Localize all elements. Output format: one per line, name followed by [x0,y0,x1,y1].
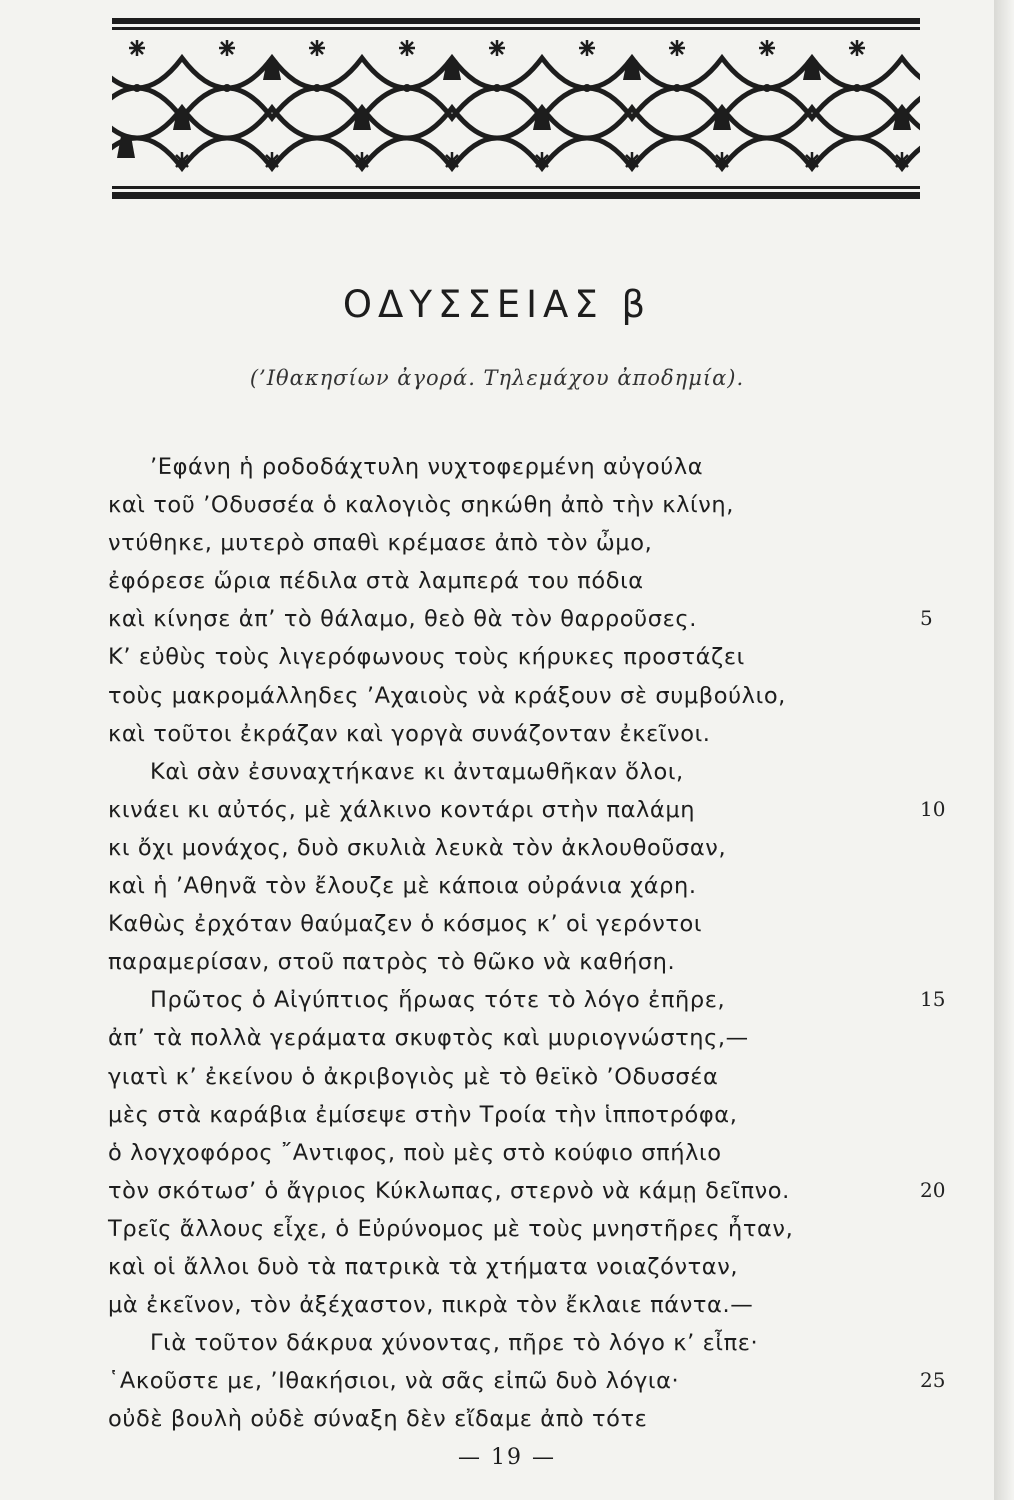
poem-line: καὶ οἱ ἄλλοι δυὸ τὰ πατρικὰ τὰ χτήματα νοιαζόνταν, [108,1253,739,1280]
poem-line: ῾Ακοῦστε με, ’Ιθακήσιοι, νὰ σᾶς εἰπῶ δυὸ λόγια· [108,1368,680,1395]
poem-line: Καὶ σὰν ἐσυναχτήκανε κι ἀνταμωθῆκαν ὅλοι, [150,758,684,785]
line-number: 25 [920,1368,946,1393]
poem-line: καὶ τοῦτοι ἐκράζαν καὶ γοργὰ συνάζονταν ἐκεῖνοι. [108,720,711,747]
poem-line: τοὺς μακρομάλληδες ’Αχαιοὺς νὰ κράξουν σὲ συμβούλιο, [108,682,786,709]
poem-line: ὁ λογχοφόρος ῎Αντιφος, ποὺ μὲς στὸ κούφιο σπήλιο [108,1139,722,1166]
poem-text [108,448,898,1438]
poem-line: παραμερίσαν, στοῦ πατρὸς τὸ θῶκο νὰ καθήση. [108,949,676,976]
poem-line: ἐφόρεσε ὥρια πέδιλα στὰ λαμπερά του πόδια [108,568,644,595]
book-spine-edge [994,0,1014,1500]
poem-line: Καθὼς ἐρχόταν θαύμαζεν ὁ κόσμος κ’ οἱ γερόντοι [108,911,703,938]
poem-line: τὸν σκότωσ’ ὁ ἄγριος Κύκλωπας, στερνὸ νὰ κάμῃ δεῖπνο. [108,1177,790,1204]
poem-line: Πρῶτος ὁ Αἰγύπτιος ἥρωας τότε τὸ λόγο ἐπῆρε, [150,987,726,1014]
line-number: 10 [920,796,946,821]
book-title: ΟΔΥΣΣΕΙΑΣ β [342,283,652,326]
page-number: — 19 — [458,1445,556,1470]
poem-line: καὶ ἡ ’Αθηνᾶ τὸν ἔλουζε μὲ κάποια οὐράνια χάρη. [108,873,697,900]
decorative-border-ornament [112,18,920,218]
poem-line: μὰ ἐκεῖνον, τὸν ἀξέχαστον, πικρὰ τὸν ἔκλαιε πάντα.— [108,1292,754,1319]
poem-line: ’Εφάνη ἡ ροδοδάχτυλη νυχτοφερμένη αὐγούλα [150,454,704,480]
poem-line: γιατὶ κ’ ἐκείνου ὁ ἀκριβογιὸς μὲ τὸ θεϊκὸ ’Οδυσσέα [108,1063,719,1090]
poem-line: Τρεῖς ἄλλους εἶχε, ὁ Εὐρύνομος μὲ τοὺς μνηστῆρες ἦταν, [108,1215,794,1242]
line-number: 5 [920,606,933,631]
poem-line: οὐδὲ βουλὴ οὐδὲ σύναξη δὲν εἴδαμε ἀπὸ τότε [108,1406,648,1433]
poem-line: καὶ κίνησε ἀπ’ τὸ θάλαμο, θεὸ θὰ τὸν θαρροῦσες. [108,606,697,633]
poem-line: καὶ τοῦ ’Οδυσσέα ὁ καλογιὸς σηκώθη ἀπὸ τὴν κλίνη, [108,492,734,519]
poem-line: Κ’ εὐθὺς τοὺς λιγερόφωνους τοὺς κήρυκες προστάζει [108,644,745,671]
poem-line: μὲς στὰ καράβια ἐμίσεψε στὴν Τροία τὴν ἱπποτρόφα, [108,1101,738,1128]
poem-line: ἀπ’ τὰ πολλὰ γεράματα σκυφτὸς καὶ μυριογνώστης,— [108,1025,749,1052]
poem-line: κινάει κι αὐτός, μὲ χάλκινο κοντάρι στὴν παλάμη [108,796,696,823]
poem-line: κι ὄχι μονάχος, δυὸ σκυλιὰ λευκὰ τὸν ἀκλουθοῦσαν, [108,834,727,861]
line-number: 20 [920,1177,946,1202]
line-number: 15 [920,987,946,1012]
poem-line: Γιὰ τοῦτον δάκρυα χύνοντας, πῆρε τὸ λόγο κ’ εἶπε· [150,1330,759,1357]
poem-line: ντύθηκε, μυτερὸ σπαθὶ κρέμασε ἀπὸ τὸν ὦμο, [108,530,653,557]
book-subtitle: (’Ιθακησίων ἀγορά. Τηλεμάχου ἀποδημία). [249,366,745,390]
